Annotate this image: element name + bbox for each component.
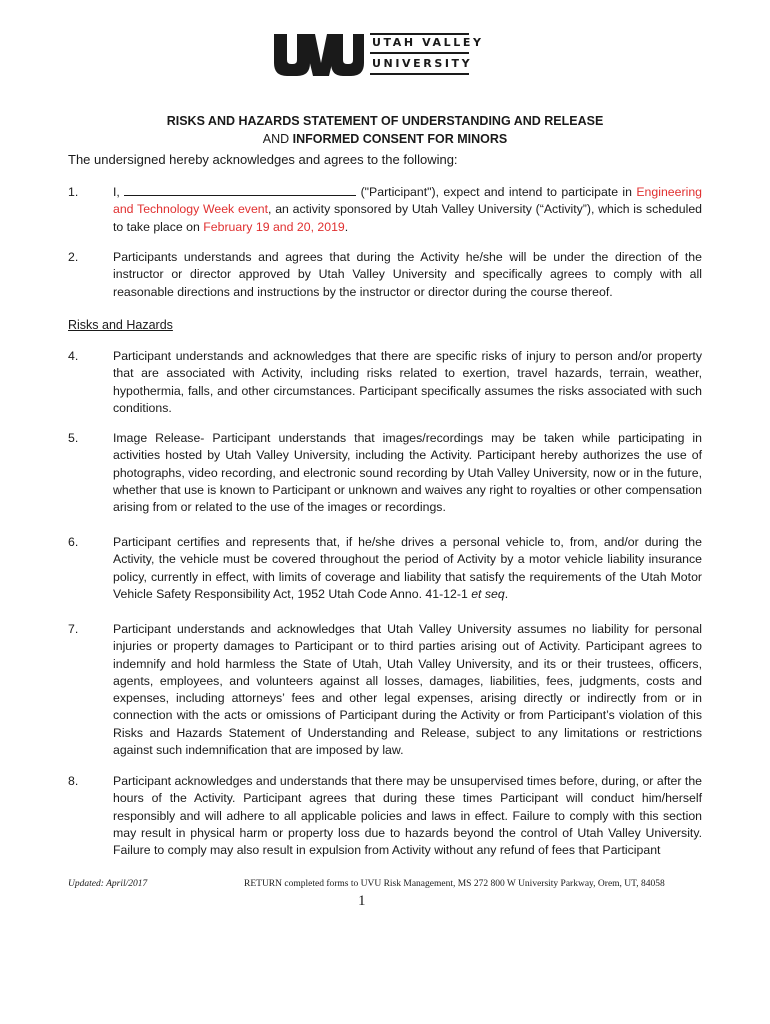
- clause-text: I, ("Participant"), expect and intend to participate in Engineering and Technology Week event, an activity sponsored by Utah Valley University (“Activity”), which is scheduled to take place on February 19 and 20, 2019.: [113, 185, 702, 234]
- clause-7: [68, 621, 702, 759]
- page-number: 1: [358, 893, 366, 909]
- clause-text: Participant acknowledges and understands that there may be unsupervised times before, during, or after the hours of the Activity. Participant agrees that during these times Participant will conduct him/herself responsibly and will adhere to all applicable policies and laws in effect. Failure to comply with this section may result in physical harm or property loss due to hazards beyond the control of Utah Valley University. Failure to comply may also result in expulsion from Activity without any refund of fees that Participant: [113, 774, 702, 858]
- clause-text: Participant certifies and represents that, if he/she drives a personal vehicle to, from, and/or during the Activity, the vehicle must be covered throughout the period of Activity by a motor vehicle liability insurance policy, currently in effect, with limits of coverage and liability that satisfy the requirements of the Utah Motor Vehicle Safety Responsibility Act, 1952 Utah Code Anno. 41-12-1 et seq.: [113, 535, 702, 601]
- clause-number: 6.: [68, 535, 79, 549]
- clause-number: 8.: [68, 774, 79, 788]
- participant-name-field[interactable]: [124, 184, 356, 196]
- logo-line1: UTAH VALLEY: [372, 36, 484, 49]
- clause-text: Participants understands and agrees that during the Activity he/she will be under the direction of the instructor or director approved by Utah Valley University and specifically agrees to comply with all reasonable directions and instructions by the instructor or director during the course thereof.: [113, 250, 702, 299]
- clause-5: [68, 430, 702, 516]
- clause-4: [68, 348, 702, 417]
- clause-6: [68, 534, 702, 603]
- clause-number: 4.: [68, 349, 79, 363]
- clause-number: 7.: [68, 622, 79, 636]
- section-heading-risks: Risks and Hazards: [68, 318, 173, 332]
- uvu-logo: [273, 33, 484, 80]
- clause-number: 1.: [68, 185, 79, 199]
- clause-text: Participant understands and acknowledges that there are specific risks of injury to person and/or property that are associated with Activity, including risks related to exertion, travel hazards, terrain, weather, hypothermia, falls, and other circumstances. Participant specifically assumes the risks associated with such conditions.: [113, 349, 702, 415]
- logo-line2: UNIVERSITY: [372, 57, 473, 70]
- clause-text: Participant understands and acknowledges that Utah Valley University assumes no liability for personal injuries or property damages to Participant or to third parties arising out of Activity. Participant agrees to indemnify and hold harmless the State of Utah, Utah Valley University, and its or their trustees, officers, agents, employees, and volunteers against all losses, damages, liabilities, fees, judgments, costs and expenses, including attorneys’ fees and other legal expenses, arising directly or indirectly from or in connection with the acts or omissions of Participant during the Activity or from Participant’s violation of this Risks and Hazards Statement of Understanding and Release, subject to any limitations or restrictions against such indemnification that are imposed by law.: [113, 622, 702, 758]
- document-title-line1: RISKS AND HAZARDS STATEMENT OF UNDERSTANDING AND RELEASE: [166, 114, 604, 128]
- clause-1: [68, 184, 702, 236]
- intro-text: The undersigned hereby acknowledges and agrees to the following:: [68, 152, 458, 167]
- clause-2: [68, 249, 702, 301]
- clause-number: 2.: [68, 250, 79, 264]
- uvu-logo-mark: [273, 33, 365, 77]
- event-dates: February 19 and 20, 2019: [203, 219, 345, 234]
- footer-return-address: RETURN completed forms to UVU Risk Management, MS 272 800 W University Parkway, Orem, UT, 84058: [244, 879, 665, 889]
- event-name: Engineering and Technology Week event: [113, 185, 702, 217]
- clause-text: Image Release- Participant understands that images/recordings may be taken while participating in activities hosted by Utah Valley University, including the Activity. Participant hereby authorizes the use of photographs, video recording, and electronic sound recording by Utah Valley University, now or in the future, whether that use is known to Participant or unknown and waives any right to royalties or other compensation arising from or related to the use of the images or recordings.: [113, 431, 702, 515]
- footer-updated: Updated: April/2017: [68, 879, 148, 889]
- clause-8: [68, 773, 702, 859]
- document-title-line2: AND INFORMED CONSENT FOR MINORS: [262, 132, 508, 146]
- logo-wordmark: [370, 33, 484, 77]
- clause-number: 5.: [68, 431, 79, 445]
- uvu-logo-mark-text: UVU: [317, 63, 321, 64]
